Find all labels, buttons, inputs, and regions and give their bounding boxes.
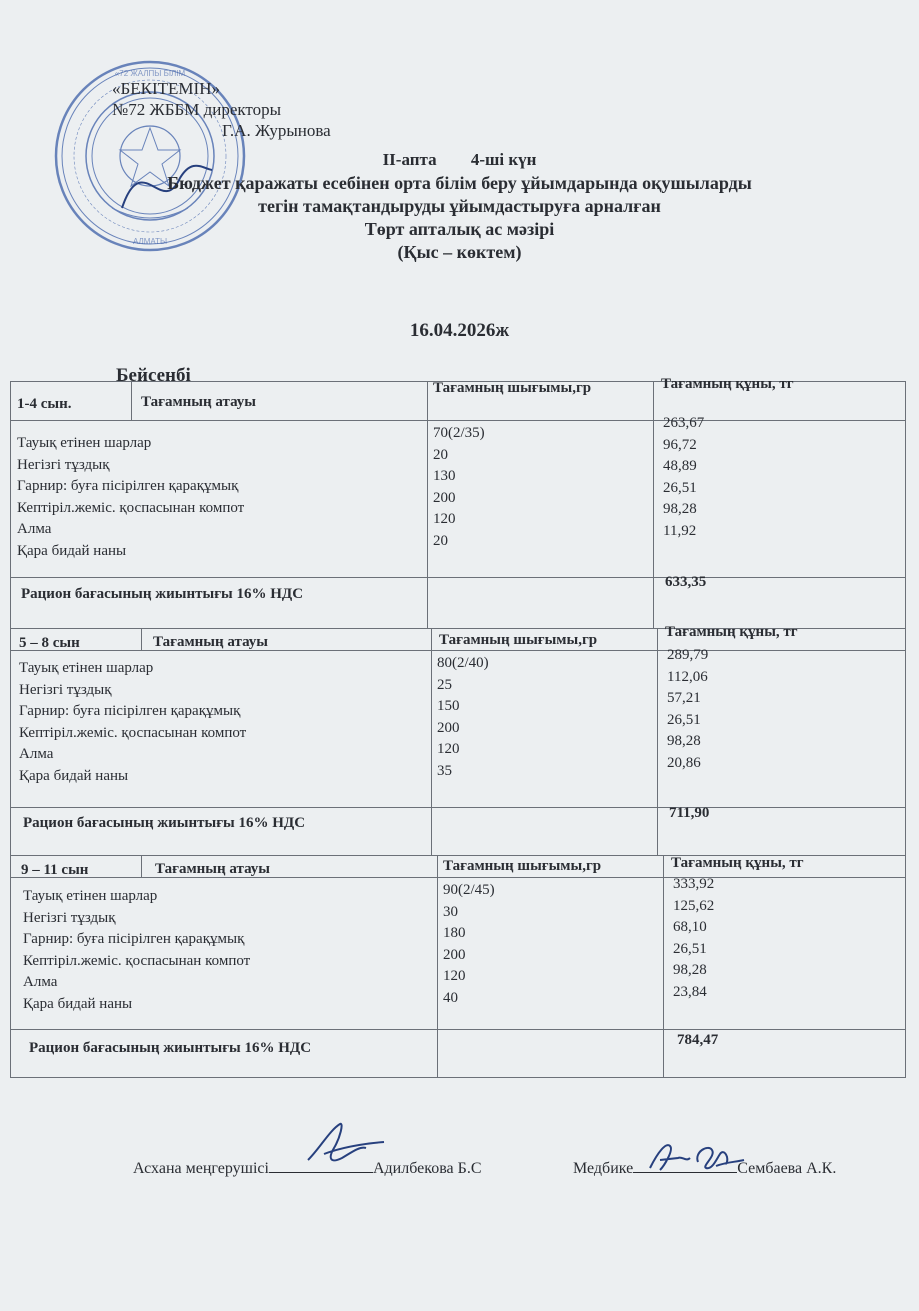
section3-dish: Кептіріл.жеміс. қоспасынан компот: [23, 952, 251, 969]
section2-price: 112,06: [667, 668, 708, 685]
section1-dish: Негізгі тұздық: [17, 456, 110, 473]
section1-output: 120: [433, 511, 456, 527]
section3-prices: [673, 874, 714, 1003]
section2-grade: 5 – 8 сын: [19, 635, 80, 651]
section2-output: 150: [437, 698, 460, 714]
approval-block: [112, 78, 331, 141]
section1-prices: [663, 413, 704, 542]
section2-price: 26,51: [667, 711, 701, 728]
section3-output: 180: [443, 925, 466, 941]
section3-dish: Қара бидай наны: [23, 995, 133, 1012]
section3-dish: Гарнир: буға пісірілген қарақұмық: [23, 931, 245, 947]
section2-price: 289,79: [667, 647, 709, 663]
section3-output: 90(2/45): [443, 882, 495, 898]
section2-header-price: Тағамның құны, тг: [665, 624, 798, 640]
section3-output: 30: [443, 903, 458, 920]
section1-total-label: Рацион бағасының жиынтығы 16% НДС: [21, 586, 304, 602]
title-line-1: Бюджет қаражаты есебінен орта білім беру ұйымдарында оқушыларды: [167, 173, 752, 193]
section3-grade: 9 – 11 сын: [21, 862, 89, 878]
section3-output: 200: [443, 946, 466, 963]
section1-price: 263,67: [663, 415, 705, 431]
section1-dish: Қара бидай наны: [17, 542, 127, 559]
section1-grade: 1-4 сын.: [17, 396, 72, 412]
section1-output: 130: [433, 468, 456, 484]
svg-text:«72 ЖАЛПЫ БІЛІМ: «72 ЖАЛПЫ БІЛІМ: [114, 69, 186, 78]
section1-dish: Кептіріл.жеміс. қоспасынан компот: [17, 499, 245, 516]
approval-position: №72 ЖББМ директоры: [112, 100, 282, 119]
section1-price: 48,89: [663, 458, 697, 474]
section2-header-output: Тағамның шығымы,гр: [439, 632, 598, 648]
title-line-4: (Қыс – көктем): [397, 242, 522, 262]
section2-total-label: Рацион бағасының жиынтығы 16% НДС: [23, 815, 306, 831]
section3-header-dish: Тағамның атауы: [155, 861, 271, 877]
section2-dish: Негізгі тұздық: [19, 681, 112, 698]
kitchen-name: Адилбекова Б.С: [372, 1160, 482, 1177]
section2-output: 35: [437, 762, 452, 779]
section1-output: 20: [433, 446, 448, 463]
section1-price: 96,72: [663, 436, 697, 453]
section2-dishes: [19, 658, 246, 787]
section3-price: 26,51: [673, 940, 707, 957]
section3-outputs: [443, 880, 495, 1009]
kitchen-signature: [300, 1118, 390, 1174]
section2-dish: Тауық етінен шарлар: [19, 660, 154, 676]
medic-role: Медбике: [573, 1160, 634, 1177]
section1-output: 20: [433, 532, 448, 549]
section3-total-label: Рацион бағасының жиынтығы 16% НДС: [29, 1040, 312, 1056]
section1-price: 11,92: [663, 522, 697, 539]
medic-signature: [646, 1132, 746, 1180]
section1-dishes: [17, 433, 244, 562]
svg-text:АЛМАТЫ: АЛМАТЫ: [132, 237, 168, 246]
section2-dish: Қара бидай наны: [19, 767, 129, 784]
section1-header-price: Тағамның құны, тг: [661, 376, 794, 392]
weekday: Бейсенбі: [116, 365, 191, 386]
section3-price: 125,62: [673, 897, 715, 914]
section1-price: 98,28: [663, 501, 697, 517]
section3-header-price: Тағамның құны, тг: [671, 855, 804, 871]
section2-output: 80(2/40): [437, 655, 489, 671]
section1-price: 26,51: [663, 479, 697, 496]
section2-output: 200: [437, 719, 460, 736]
section2-header-dish: Тағамның атауы: [153, 634, 269, 650]
document-title: [0, 172, 919, 264]
section2-price: 20,86: [667, 754, 701, 771]
section3-output: 120: [443, 968, 466, 984]
section2-price: 98,28: [667, 733, 701, 749]
title-line-3: Төрт апталық ас мәзірі: [364, 219, 555, 239]
section2-outputs: [437, 653, 489, 782]
section1-total: 633,35: [665, 574, 707, 590]
section3-output: 40: [443, 989, 458, 1006]
title-line-2: тегін тамақтандыруды ұйымдастыруға арналған: [258, 196, 661, 216]
section3-price: 98,28: [673, 962, 707, 978]
section2-dish: Гарнир: буға пісірілген қарақұмық: [19, 703, 241, 719]
section1-output: 200: [433, 489, 456, 506]
section1-dish: Алма: [17, 521, 52, 537]
section1-header-dish: Тағамның атауы: [141, 394, 257, 410]
section3-header-output: Тағамның шығымы,гр: [443, 858, 602, 874]
section1-dish: Гарнир: буға пісірілген қарақұмық: [17, 478, 239, 494]
week-label: ІІ-апта: [382, 150, 437, 169]
week-day-line: [0, 150, 919, 170]
section3-price: 333,92: [673, 876, 715, 892]
section2-prices: [667, 645, 708, 774]
section3-dish: Алма: [23, 974, 58, 990]
section1-outputs: [433, 423, 485, 552]
day-label: 4-ші күн: [470, 150, 537, 169]
section1-header-output: Тағамның шығымы,гр: [433, 380, 592, 396]
menu-table: [10, 376, 906, 1078]
section3-total: 784,47: [677, 1032, 719, 1048]
section3-price: 23,84: [673, 983, 707, 1000]
section3-dish: Негізгі тұздық: [23, 909, 116, 926]
section3-dish: Тауық етінен шарлар: [23, 888, 158, 904]
section2-total: 711,90: [669, 805, 710, 821]
section1-output: 70(2/35): [433, 425, 485, 441]
section2-dish: Кептіріл.жеміс. қоспасынан компот: [19, 724, 247, 741]
section2-output: 120: [437, 741, 460, 757]
section3-price: 68,10: [673, 919, 707, 935]
approval-name: Г.А. Журынова: [222, 121, 331, 140]
section2-price: 57,21: [667, 690, 701, 706]
section1-dish: Тауық етінен шарлар: [17, 435, 152, 451]
menu-date: 16.04.2026ж: [409, 320, 510, 341]
kitchen-role: Асхана меңгерушісі: [133, 1160, 269, 1177]
section2-output: 25: [437, 676, 452, 693]
section3-dishes: [23, 886, 250, 1015]
section2-dish: Алма: [19, 746, 54, 762]
approval-title: «БЕКІТЕМІН»: [112, 79, 220, 98]
medic-name: Сембаева А.К.: [737, 1160, 837, 1177]
